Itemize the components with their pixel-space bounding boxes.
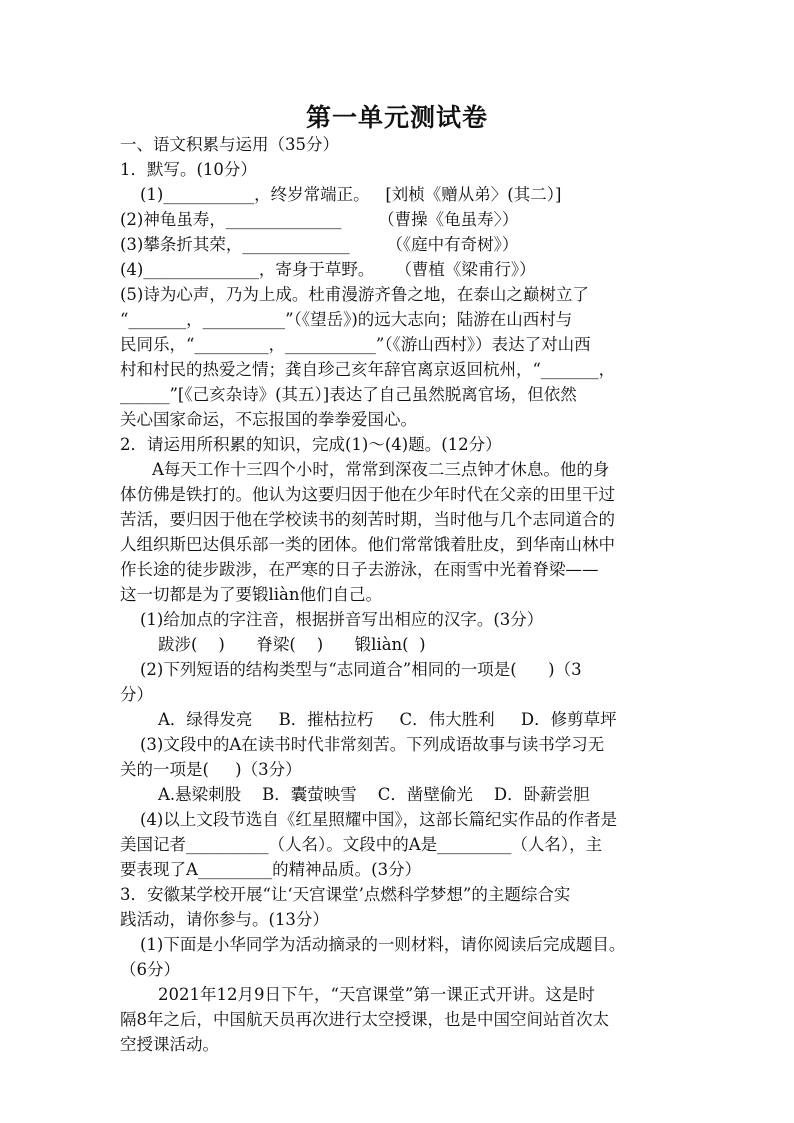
text-line: 1．默写。(10分） [120,160,257,179]
text-line: 空授课活动。 [120,1035,219,1054]
text-line: 美国记者__________（人名）。文段中的A是_________（人名），主 [120,835,603,854]
page-title: 第一单元测试卷 [305,103,488,132]
text-line: （6分） [120,960,180,979]
text-line: A.悬梁刺股 B．囊萤映雪 C．凿壁偷光 D．卧薪尝胆 [158,785,590,804]
text-line: (2)下列短语的结构类型与“志同道合”相同的一项是( )（3 [140,660,582,679]
text-line: (4)以上文段节选自《红星照耀中国》，这部长篇纪实作品的作者是 [140,810,618,829]
text-line: “_______，__________”（《望岳》)的远大志向；陆游在山西村与 [120,310,573,329]
text-line: 体仿佛是铁打的。他认为这要归因于他在少年时代在父亲的田里干过 [120,485,615,504]
text-line: 关的一项是( )（3分） [120,760,302,779]
text-line: 作长途的徒步跋涉，在严寒的日子去游泳，在雨雪中光着脊梁—— [120,560,599,579]
text-line: 践活动，请你参与。(13分） [120,910,329,929]
text-line: 隔8年之后，中国航天员再次进行太空授课，也是中国空间站首次太 [120,1010,609,1029]
text-line: 2021年12月9日下午，“天宫课堂”第一课正式开讲。这是时 [158,985,595,1004]
text-line: (3)攀条折其荣，_____________ （《庭中有奇树》） [120,235,519,254]
text-line: (2)神龟虽寿，______________ （曹操《龟虽寿〉） [120,210,519,229]
text-line: (4)______________，寄身于草野。 （曹植《梁甫行》） [120,260,536,279]
text-line: 2．请运用所积累的知识，完成(1)～(4)题。(12分） [120,435,502,454]
text-line: (1)下面是小华同学为活动摘录的一则材料，请你阅读后完成题目。 [140,935,626,954]
text-line: 关心国家命运，不忘报国的拳拳爱国心。 [120,410,417,429]
text-line: 分） [120,685,153,704]
text-line: (1)___________，终岁常端正。 [刘桢《赠从弟〉(其二）] [140,185,562,204]
text-line: 苦活，要归因于他在学校读书的刻苦时期，当时他与几个志同道合的 [120,510,615,529]
text-line: 3．安徽某学校开展“让‘天宫课堂’点燃科学梦想”的主题综合实 [120,885,571,904]
text-line: (1)给加点的字注音，根据拼音写出相应的汉字。(3分） [140,610,544,629]
text-line: 这一切都是为了要锻liàn他们自己。 [120,585,383,604]
text-line: (3)文段中的A在读书时代非常刻苦。下列成语故事与读书学习无 [140,735,605,754]
text-line: 要表现了A_________的精神品质。(3分） [120,860,422,879]
text-line: A．绿得发亮 B．摧枯拉朽 C．伟大胜利 D．修剪草坪 [158,710,617,729]
text-line: ______”[《己亥杂诗》(其五）]表达了自己虽然脱离官场，但依然 [120,385,577,404]
text-line: 村和村民的热爱之情；龚自珍己亥年辞官离京返回杭州，“_______， [120,360,616,379]
text-line: (5)诗为心声，乃为上成。杜甫漫游齐鲁之地，在泰山之巅树立了 [120,285,589,304]
text-line: 民同乐，“_________，___________”（《游山西村》）表达了对山西 [120,335,591,354]
text-line: A每天工作十三四个小时，常常到深夜二三点钟才休息。他的身 [152,460,610,479]
text-line: 跋涉( ) 脊梁( ) 锻liàn( ) [158,635,426,654]
text-line: 人组织斯巴达俱乐部一类的团体。他们常常饿着肚皮，到华南山林中 [120,535,615,554]
text-line: 一、语文积累与运用（35分） [120,135,339,154]
